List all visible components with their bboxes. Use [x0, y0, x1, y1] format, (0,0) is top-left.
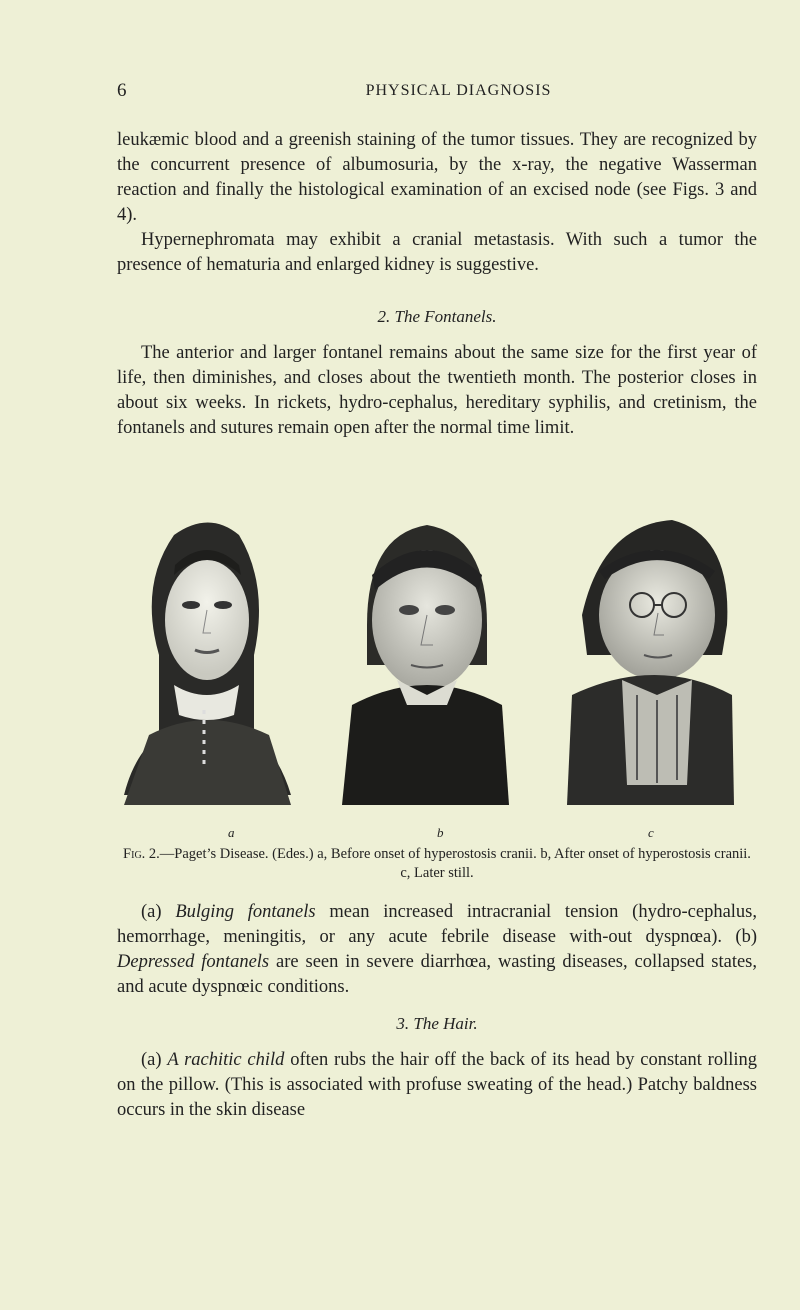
page-number: 6 — [117, 80, 127, 101]
figure-label-c: c — [648, 825, 654, 840]
paragraph-leukaemic: leukæmic blood and a greenish staining of the tumor tissues. They are recognized by the concurrent presence of albumosuria, by the x-ray, the negative Wasserman reaction and finally the histological examination of an excised node (see Figs. 3 and 4). — [117, 130, 757, 225]
text-rachitic: often rubs the hair off the back of its head by constant rolling on the pillow. (This is associated with profuse sweating of the head.) Patchy baldness occurs in the skin disease — [117, 1050, 758, 1120]
paragraph-bulging-depressed — [117, 900, 757, 1000]
hair-text-block — [117, 1048, 757, 1123]
fontanels-detail-block — [117, 900, 757, 1000]
paragraph-fontanels: The anterior and larger fontanel remains about the same size for the first year of life, then diminishes, and closes about the twentieth month. The posterior closes in about six weeks. In rickets, hydro-cephalus, hereditary syphilis, and cretinism, the fontanels and sutures remain open after the normal time limit. — [117, 343, 757, 438]
section-title-fontanels: 2. The Fontanels. — [377, 307, 497, 326]
item-a-label: (a) — [141, 902, 162, 922]
term-depressed-fontanels: Depressed fontanels — [117, 952, 270, 972]
top-text-block — [117, 128, 757, 278]
portrait-a-image — [119, 505, 294, 805]
term-rachitic-child: A rachitic child — [167, 1050, 285, 1070]
figure-caption-number: Fig. 2. — [123, 846, 160, 862]
figure-caption — [117, 845, 757, 883]
portrait-b-image — [337, 505, 512, 805]
figure-caption-text: —Paget’s Disease. (Edes.) a, Before onset of hyperostosis cranii. b, After onset of hyperostosis cranii. c, Later still. — [159, 846, 751, 881]
fontanels-text-block — [117, 341, 757, 441]
portrait-c-image — [562, 505, 737, 805]
hair-item-a-label: (a) — [141, 1050, 162, 1070]
paragraph-hypernephromata: Hypernephromata may exhibit a cranial metastasis. With such a tumor the presence of hematuria and enlarged kidney is suggestive. — [117, 230, 757, 275]
term-bulging-fontanels: Bulging fontanels — [175, 902, 316, 922]
running-head: PHYSICAL DIAGNOSIS — [365, 82, 552, 99]
text-bulging: mean increased intracranial tension (hydro-cephalus, hemorrhage, meningitis, or any acute febrile disease with-out dyspnœa). — [117, 902, 757, 947]
figure-portraits — [117, 505, 757, 815]
page-header — [117, 80, 750, 110]
section-title-hair: 3. The Hair. — [396, 1014, 478, 1033]
item-b-label: (b) — [735, 927, 757, 947]
paragraph-rachitic — [117, 1048, 757, 1123]
text-depressed: are seen in severe diarrhœa, wasting diseases, collapsed states, and acute dyspnœic conditions. — [117, 952, 757, 997]
figure-label-a: a — [228, 825, 235, 840]
figure-label-b: b — [437, 825, 444, 840]
